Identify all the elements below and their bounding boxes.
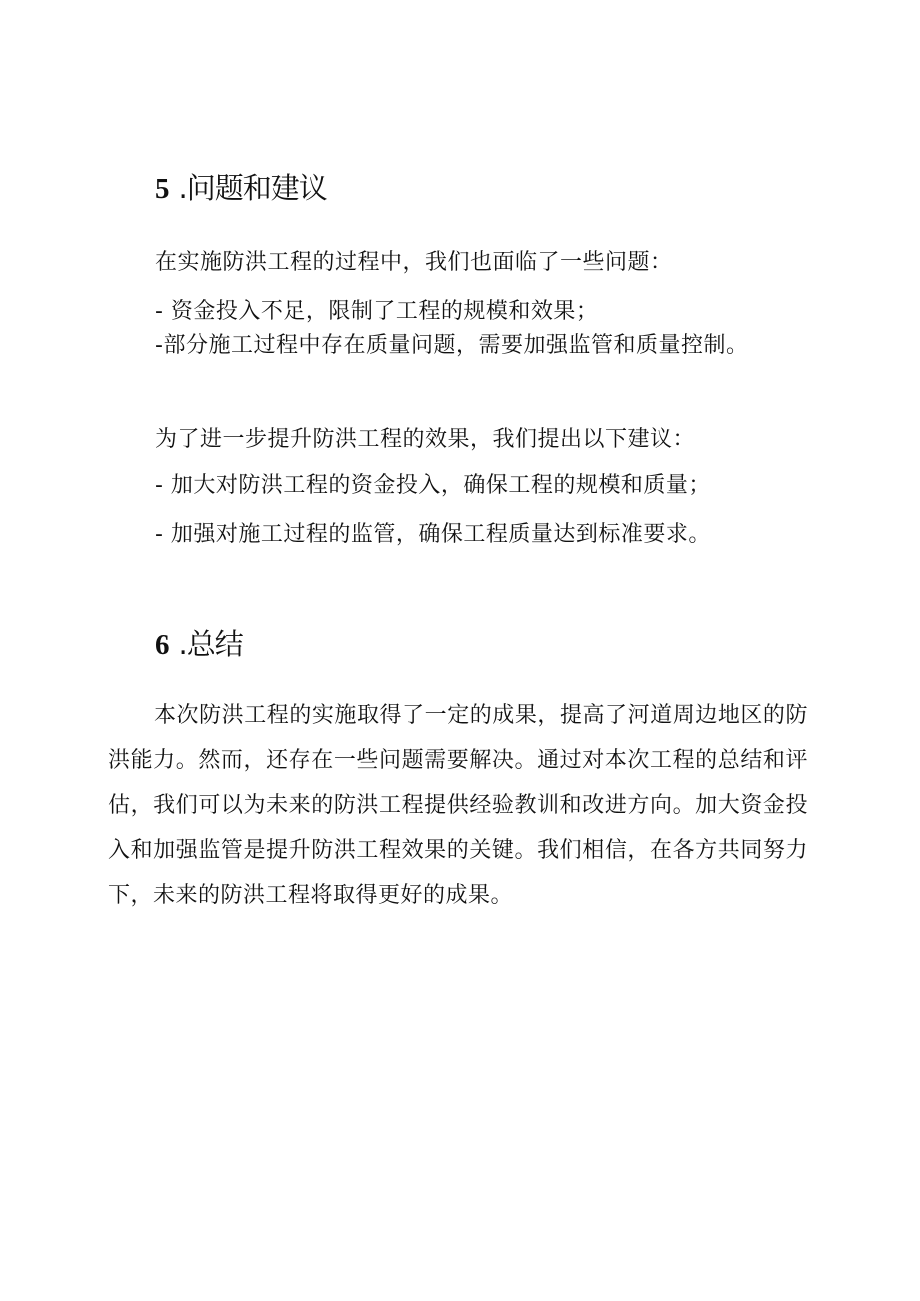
section-5-heading xyxy=(155,166,327,207)
suggestion-item: - 加大对防洪工程的资金投入，确保工程的规模和质量； xyxy=(155,473,711,498)
suggestion-item: - 加强对施工过程的监管，确保工程质量达到标准要求。 xyxy=(155,522,711,547)
problem-item: - 资金投入不足，限制了工程的规模和效果； xyxy=(155,299,599,324)
section-5-title: .问题和建议 xyxy=(178,171,327,205)
problem-item: -部分施工过程中存在质量问题，需要加强监管和质量控制。 xyxy=(155,333,749,358)
section-6-title: .总结 xyxy=(178,627,243,661)
problems-intro: 在实施防洪工程的过程中，我们也面临了一些问题： xyxy=(155,250,673,275)
section-6-number: 6 xyxy=(155,629,169,661)
suggestions-intro: 为了进一步提升防洪工程的效果，我们提出以下建议： xyxy=(155,427,696,452)
section-6-heading xyxy=(155,622,243,663)
summary-paragraph: 本次防洪工程的实施取得了一定的成果，提高了河道周边地区的防洪能力。然而，还存在一些问题需要解决。通过对本次工程的总结和评估，我们可以为未来的防洪工程提供经验教训和改进方向。加大资金投入和加强监管是提升防洪工程效果的关键。我们相信，在各方共同努力下，未来的防洪工程将取得更好的成果。 xyxy=(108,703,808,908)
section-5-number: 5 xyxy=(155,173,169,205)
